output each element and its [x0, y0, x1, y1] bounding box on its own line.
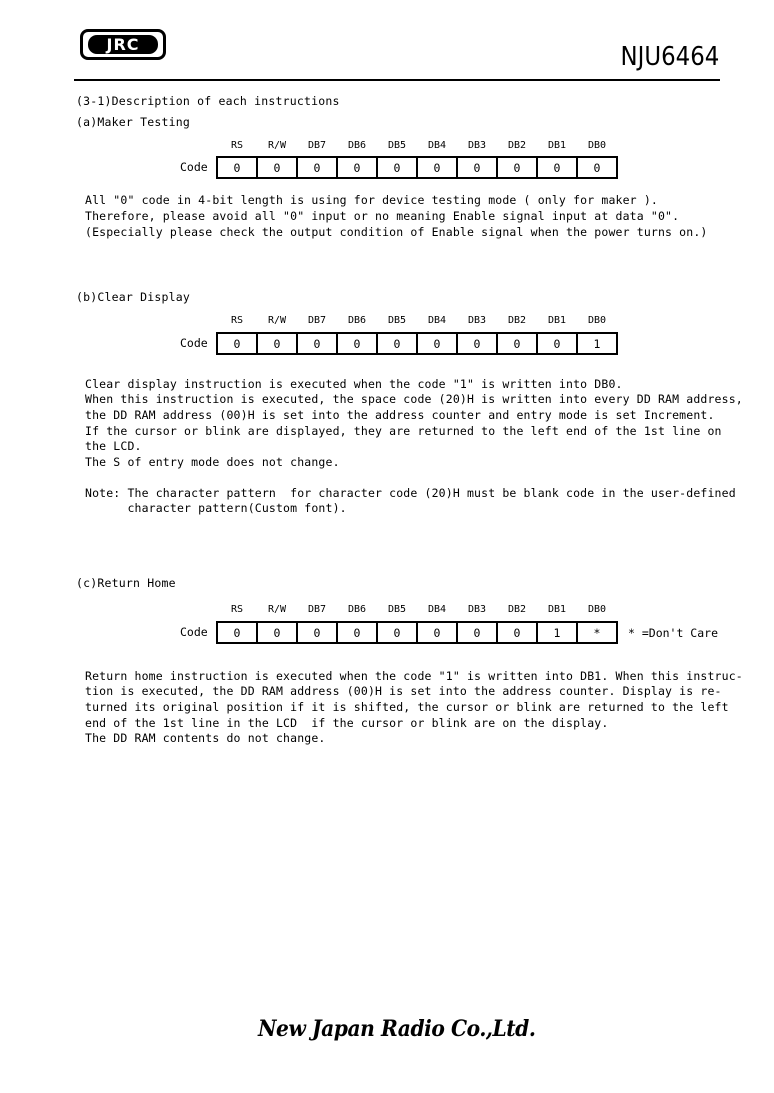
col-db7: DB7 — [307, 315, 327, 326]
dont-care-legend: * =Don't Care — [628, 626, 719, 640]
col-rw: R/W — [267, 140, 287, 151]
section-a-line: (Especially please check the output condition of Enable signal when the power turns on.) — [85, 225, 708, 239]
col-db5: DB5 — [387, 140, 407, 151]
col-db5: DB5 — [387, 604, 407, 615]
jrc-logo — [80, 29, 166, 60]
col-db0: DB0 — [587, 315, 607, 326]
code-table-a — [216, 156, 618, 179]
col-db7: DB7 — [307, 604, 327, 615]
code-cell: 0 — [497, 333, 537, 354]
section-b-note: character pattern(Custom font). — [85, 501, 347, 515]
code-label-c: Code — [180, 625, 208, 639]
code-cell: 0 — [577, 157, 617, 178]
col-db3: DB3 — [467, 140, 487, 151]
code-cell: 0 — [417, 622, 457, 643]
code-cell: 0 — [457, 622, 497, 643]
code-cell: 1 — [577, 333, 617, 354]
section-a-line: All "0" code in 4-bit length is using for device testing mode ( only for maker ). — [85, 193, 658, 207]
section-b-line: If the cursor or blink are displayed, they are returned to the left end of the 1st line on — [85, 424, 722, 438]
col-db4: DB4 — [427, 604, 447, 615]
col-db4: DB4 — [427, 315, 447, 326]
section-b-title: (b)Clear Display — [76, 290, 190, 304]
section-b-line: Clear display instruction is executed when the code "1" is written into DB0. — [85, 377, 623, 391]
code-cell: 1 — [537, 622, 577, 643]
part-number: NJU6464 — [620, 42, 719, 72]
code-cell: 0 — [417, 333, 457, 354]
code-cell: 0 — [257, 157, 297, 178]
col-db6: DB6 — [347, 315, 367, 326]
code-cell: 0 — [537, 157, 577, 178]
col-db6: DB6 — [347, 604, 367, 615]
code-cell: 0 — [337, 333, 377, 354]
code-cell: 0 — [537, 333, 577, 354]
code-cell: 0 — [377, 622, 417, 643]
code-cell: 0 — [497, 622, 537, 643]
col-db2: DB2 — [507, 140, 527, 151]
code-cell: 0 — [297, 157, 337, 178]
code-cell: 0 — [417, 157, 457, 178]
col-rw: R/W — [267, 604, 287, 615]
col-db3: DB3 — [467, 315, 487, 326]
col-db1: DB1 — [547, 315, 567, 326]
col-db2: DB2 — [507, 315, 527, 326]
section-a-line: Therefore, please avoid all "0" input or no meaning Enable signal input at data "0". — [85, 209, 680, 223]
section-c-line: turned its original position if it is shifted, the cursor or blink are returned to the left — [85, 700, 729, 714]
section-c-line: Return home instruction is executed when the code "1" is written into DB1. When this instruc- — [85, 669, 743, 683]
col-rs: RS — [230, 315, 244, 326]
col-rs: RS — [230, 604, 244, 615]
col-db7: DB7 — [307, 140, 327, 151]
code-cell: * — [577, 622, 617, 643]
header-rule — [74, 79, 720, 81]
code-label-b: Code — [180, 336, 208, 350]
section-b-note: Note: The character pattern for character code (20)H must be blank code in the user-defined — [85, 486, 736, 500]
section-a-title: (a)Maker Testing — [76, 115, 190, 129]
logo-text: JRC — [88, 35, 158, 54]
col-rw: R/W — [267, 315, 287, 326]
col-db0: DB0 — [587, 140, 607, 151]
section-c-line: end of the 1st line in the LCD if the cursor or blink are on the display. — [85, 716, 609, 730]
section-c-line: The DD RAM contents do not change. — [85, 731, 326, 745]
col-rs: RS — [230, 140, 244, 151]
code-cell: 0 — [497, 157, 537, 178]
code-cell: 0 — [297, 333, 337, 354]
code-cell: 0 — [457, 157, 497, 178]
code-label-a: Code — [180, 160, 208, 174]
code-table-c — [216, 621, 618, 644]
section-c-line: tion is executed, the DD RAM address (00)H is set into the address counter. Display is re- — [85, 684, 722, 698]
code-cell: 0 — [337, 157, 377, 178]
code-cell: 0 — [377, 157, 417, 178]
section-b-line: the DD RAM address (00)H is set into the address counter and entry mode is set Increment. — [85, 408, 715, 422]
code-cell: 0 — [377, 333, 417, 354]
col-db4: DB4 — [427, 140, 447, 151]
code-cell: 0 — [257, 622, 297, 643]
col-db3: DB3 — [467, 604, 487, 615]
code-cell: 0 — [217, 622, 257, 643]
code-table-b — [216, 332, 618, 355]
section-b-line: the LCD. — [85, 439, 142, 453]
code-cell: 0 — [457, 333, 497, 354]
code-cell: 0 — [257, 333, 297, 354]
col-db0: DB0 — [587, 604, 607, 615]
code-cell: 0 — [217, 157, 257, 178]
company-name: New Japan Radio Co.,Ltd. — [258, 1016, 536, 1042]
col-db2: DB2 — [507, 604, 527, 615]
code-cell: 0 — [217, 333, 257, 354]
section-c-title: (c)Return Home — [76, 576, 176, 590]
section-b-line: When this instruction is executed, the space code (20)H is written into every DD RAM address, — [85, 392, 743, 406]
code-cell: 0 — [297, 622, 337, 643]
col-db1: DB1 — [547, 140, 567, 151]
code-cell: 0 — [337, 622, 377, 643]
intro-title: (3-1)Description of each instructions — [76, 94, 340, 108]
col-db1: DB1 — [547, 604, 567, 615]
col-db5: DB5 — [387, 315, 407, 326]
col-db6: DB6 — [347, 140, 367, 151]
section-b-line: The S of entry mode does not change. — [85, 455, 340, 469]
